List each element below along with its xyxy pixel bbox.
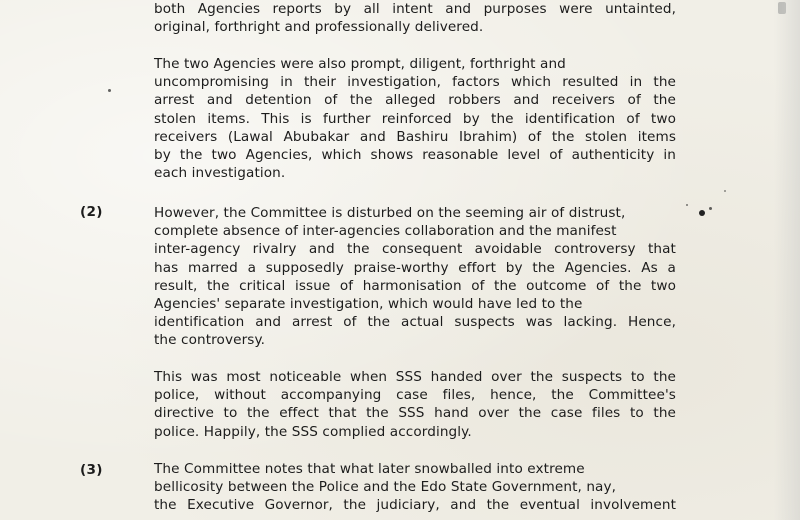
text-line: However, the Committee is disturbed on the seeming air of distrust,: [154, 205, 626, 221]
paragraph-item-2: [154, 204, 676, 350]
text-line: complete absence of inter-agencies collaboration and the manifest: [154, 223, 617, 240]
text-line: police, without accompanying case files, hence, the Committee's: [154, 387, 676, 404]
text-line: by the two Agencies, which shows reasonable level of authenticity in: [154, 147, 676, 164]
paragraph-top: [154, 0, 676, 36]
text-line: police. Happily, the SSS complied accordingly.: [154, 423, 472, 440]
text-line: directive to the effect that the SSS hand over the case files to the: [154, 405, 676, 422]
text-line: inter-agency rivalry and the consequent avoidable controversy that: [154, 241, 676, 258]
paragraph-item-3: [154, 460, 676, 515]
text-line: identification and arrest of the actual suspects was lacking. Hence,: [154, 314, 676, 331]
ink-speck: [108, 89, 111, 92]
scan-corner-mark: [778, 2, 786, 14]
text-line: each investigation.: [154, 165, 286, 182]
text-line: has marred a supposedly praise-worthy effort by the Agencies. As a: [154, 259, 676, 276]
text-line: bellicosity between the Police and the Edo State Government, nay,: [154, 479, 617, 496]
text-line: both Agencies reports by all intent and purposes were untainted,: [154, 1, 676, 17]
paragraph-sss: [154, 368, 676, 441]
text-line: original, forthright and professionally delivered.: [154, 19, 484, 36]
text-line: uncompromising in their investigation, factors which resulted in the: [154, 74, 676, 91]
text-line: result, the critical issue of harmonisation of the outcome of the two: [154, 277, 676, 294]
text-line: The two Agencies were also prompt, diligent, forthright and: [154, 56, 566, 72]
text-line: The Committee notes that what later snowballed into extreme: [154, 461, 585, 477]
text-line: stolen items. This is further reinforced by the identification of two: [154, 110, 676, 127]
ink-speck: [699, 210, 705, 216]
text-line: Agencies' separate investigation, which would have led to the: [154, 296, 583, 313]
paragraph-agencies: [154, 55, 676, 182]
text-line: This was most noticeable when SSS handed over the suspects to the: [154, 369, 676, 385]
ink-speck: [724, 190, 726, 192]
ink-speck: [709, 207, 712, 210]
item-number-2: (2): [80, 204, 103, 220]
text-line: the Executive Governor, the judiciary, and the eventual involvement: [154, 497, 676, 514]
text-line: receivers (Lawal Abubakar and Bashiru Ibrahim) of the stolen items: [154, 128, 676, 145]
item-number-3: (3): [80, 462, 103, 478]
text-line: arrest and detention of the alleged robbers and receivers of the: [154, 92, 676, 109]
ink-speck: [686, 204, 688, 206]
text-line: the controversy.: [154, 332, 266, 349]
